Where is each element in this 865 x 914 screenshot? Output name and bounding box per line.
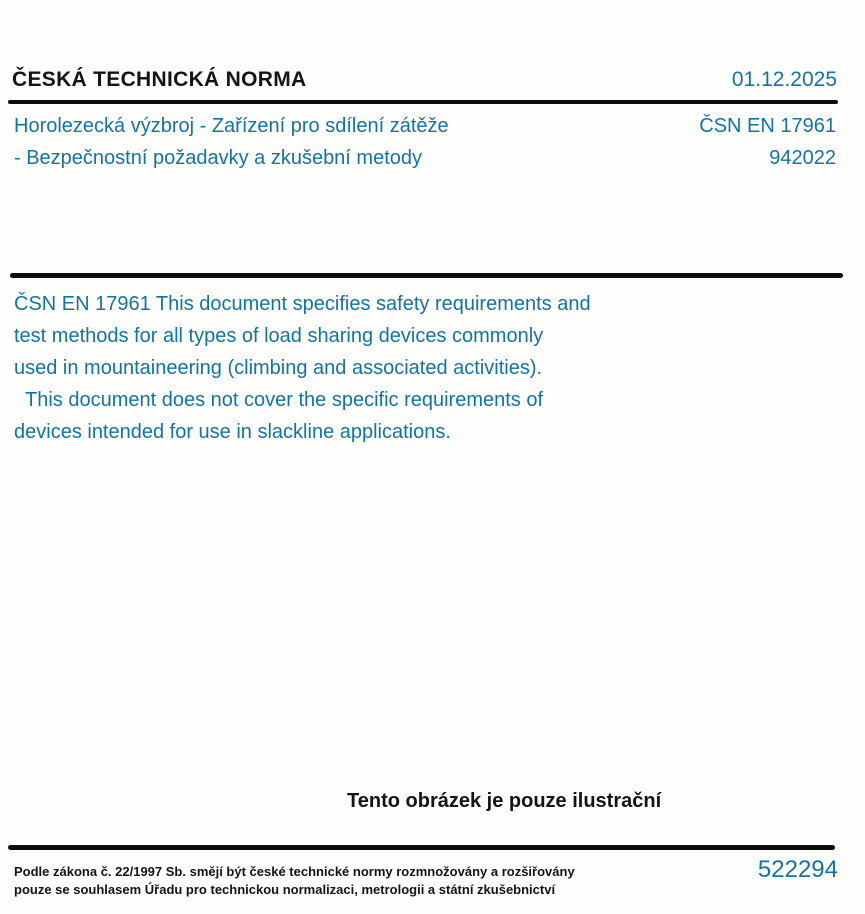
abstract-line: ČSN EN 17961 This document specifies safety requirements and [14, 293, 591, 315]
page-header [12, 68, 837, 92]
legal-notice [14, 863, 574, 899]
abstract-line: This document does not cover the specific requirements of [25, 389, 544, 411]
abstract-divider [10, 273, 843, 278]
abstract-line: used in mountaineering (climbing and associated activities). [14, 357, 543, 379]
illustration-note: Tento obrázek je pouze ilustrační [347, 790, 662, 812]
abstract-line: devices intended for use in slackline applications. [14, 421, 451, 443]
standard-title-line1: Horolezecká výzbroj - Zařízení pro sdílení zátěže [14, 115, 449, 137]
abstract-text [14, 288, 694, 448]
legal-line: Podle zákona č. 22/1997 Sb. smějí být české technické normy rozmnožovány a rozšiřovány [14, 864, 575, 879]
header-divider [8, 100, 838, 104]
norm-heading: ČESKÁ TECHNICKÁ NORMA [12, 68, 307, 91]
standard-class-code: 942022 [769, 147, 836, 169]
abstract-line: test methods for all types of load sharing devices commonly [14, 325, 544, 347]
standard-designation: ČSN EN 17961 [699, 115, 836, 137]
standard-title-line2: - Bezpečnostní požadavky a zkušební metody [14, 147, 423, 169]
issue-date: 01.12.2025 [731, 68, 837, 91]
footer-divider [8, 845, 835, 850]
title-row-2 [14, 147, 836, 170]
title-row-1 [14, 115, 836, 138]
catalog-number: 522294 [757, 856, 838, 883]
legal-line: pouze se souhlasem Úřadu pro technickou normalizaci, metrologii a státní zkušebnictví [14, 882, 556, 897]
